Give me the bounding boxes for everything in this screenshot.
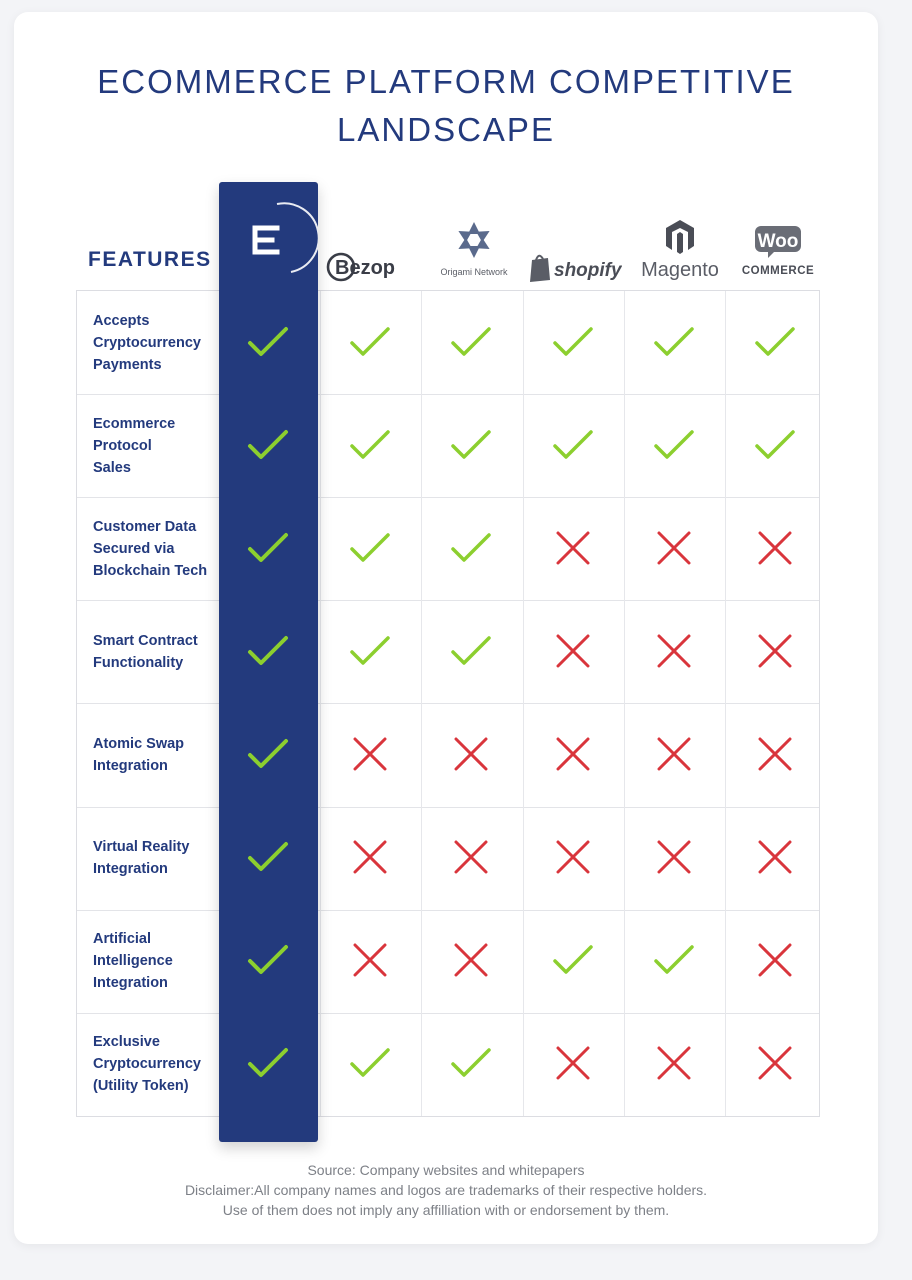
feature-label-line: Integration — [93, 861, 168, 877]
disclaimer-line-2: Use of them does not imply any affilliation with or endorsement by them. — [222, 1202, 670, 1218]
feature-label-line: Virtual Reality — [93, 839, 190, 855]
cross-icon — [551, 835, 595, 879]
check-icon — [246, 526, 290, 570]
feature-label-line: Protocol — [93, 438, 152, 454]
row-divider — [77, 703, 819, 704]
column-divider — [421, 291, 422, 1116]
check-icon — [246, 732, 290, 776]
origami-logo-text: Origami Network — [440, 267, 508, 277]
cross-icon — [551, 629, 595, 673]
feature-label-line: Ecommerce — [93, 416, 176, 432]
stacked-e-logo-icon — [219, 182, 318, 282]
shopify-logo — [528, 250, 622, 284]
feature-label — [93, 733, 213, 777]
cross-icon — [551, 526, 595, 570]
magento-hex-icon — [634, 216, 726, 284]
feature-label-line: Exclusive — [93, 1034, 160, 1050]
check-icon — [551, 423, 595, 467]
check-icon — [551, 938, 595, 982]
feature-label-line: Accepts — [93, 313, 150, 329]
feature-label — [93, 630, 213, 674]
cross-icon — [753, 938, 797, 982]
feature-label-line: Customer Data — [93, 519, 197, 535]
feature-label-line: Artificial — [93, 931, 152, 947]
cross-icon — [652, 629, 696, 673]
row-divider — [77, 1013, 819, 1014]
check-icon — [348, 526, 392, 570]
check-icon — [652, 423, 696, 467]
row-divider — [77, 600, 819, 601]
disclaimer-line-1: Disclaimer:All company names and logos are trademarks of their respective holders. — [184, 1182, 708, 1198]
cross-icon — [348, 732, 392, 776]
magento-logo-text: Magento — [641, 259, 719, 281]
check-icon — [753, 320, 797, 364]
bezop-logo-text: Bezop — [335, 257, 395, 279]
feature-label — [93, 413, 213, 479]
title-line-2: LANDSCAPE — [337, 111, 555, 148]
check-icon — [753, 423, 797, 467]
check-icon — [449, 1041, 493, 1085]
check-icon — [348, 1041, 392, 1085]
column-divider — [523, 291, 524, 1116]
cross-icon — [652, 1041, 696, 1085]
bezop-logo — [326, 250, 418, 284]
feature-label-line: (Utility Token) — [93, 1078, 189, 1094]
feature-label-line: Sales — [93, 460, 131, 476]
feature-label — [93, 836, 213, 880]
cross-icon — [551, 732, 595, 776]
cross-icon — [652, 526, 696, 570]
cross-icon — [753, 629, 797, 673]
feature-label-line: Payments — [93, 357, 162, 373]
woocommerce-logo — [738, 222, 818, 282]
check-icon — [246, 423, 290, 467]
feature-label-line: Integration — [93, 758, 168, 774]
cross-icon — [753, 732, 797, 776]
feature-label-line: Secured via — [93, 541, 175, 557]
column-divider — [624, 291, 625, 1116]
shopping-bag-icon — [528, 250, 622, 284]
magento-logo — [634, 216, 726, 284]
row-divider — [77, 807, 819, 808]
feature-label-line: Atomic Swap — [93, 736, 185, 752]
column-divider — [725, 291, 726, 1116]
feature-label-line: Blockchain Tech — [93, 563, 208, 579]
row-divider — [77, 497, 819, 498]
feature-label-line: Cryptocurrency — [93, 335, 201, 351]
cross-icon — [753, 526, 797, 570]
check-icon — [246, 629, 290, 673]
cross-icon — [753, 835, 797, 879]
footer — [14, 1160, 878, 1220]
feature-label — [93, 516, 213, 582]
cross-icon — [753, 1041, 797, 1085]
cross-icon — [449, 835, 493, 879]
feature-label-line: Smart Contract — [93, 633, 198, 649]
feature-label-line: Intelligence — [93, 953, 173, 969]
check-icon — [652, 320, 696, 364]
feature-label — [93, 310, 213, 376]
check-icon — [449, 526, 493, 570]
comparison-table — [76, 290, 820, 1117]
feature-label-line: Cryptocurrency — [93, 1056, 201, 1072]
feature-label — [93, 1031, 213, 1097]
feature-label-line: Functionality — [93, 655, 184, 671]
check-icon — [449, 320, 493, 364]
check-icon — [449, 423, 493, 467]
check-icon — [246, 320, 290, 364]
row-divider — [77, 394, 819, 395]
cross-icon — [551, 1041, 595, 1085]
origami-network-logo — [436, 218, 512, 282]
cross-icon — [449, 732, 493, 776]
page-title — [14, 58, 878, 154]
check-icon — [348, 423, 392, 467]
features-label: FEATURES — [88, 248, 212, 271]
commerce-logo-text: COMMERCE — [741, 265, 815, 277]
check-icon — [348, 320, 392, 364]
woo-logo-text: Woo — [757, 231, 799, 252]
origami-star-icon — [436, 218, 512, 282]
check-icon — [449, 629, 493, 673]
check-icon — [652, 938, 696, 982]
check-icon — [246, 938, 290, 982]
check-icon — [246, 1041, 290, 1085]
row-divider — [77, 910, 819, 911]
cross-icon — [348, 938, 392, 982]
cross-icon — [652, 835, 696, 879]
check-icon — [348, 629, 392, 673]
source-note: Source: Company websites and whitepapers — [307, 1162, 585, 1178]
shopify-logo-text: shopify — [554, 260, 622, 281]
check-icon — [551, 320, 595, 364]
cross-icon — [652, 732, 696, 776]
cross-icon — [449, 938, 493, 982]
cross-icon — [348, 835, 392, 879]
bezop-logo-icon — [326, 250, 418, 284]
check-icon — [246, 835, 290, 879]
title-line-1: ECOMMERCE PLATFORM COMPETITIVE — [97, 63, 795, 100]
column-divider — [320, 291, 321, 1116]
woo-bubble-icon — [738, 222, 818, 282]
feature-label-line: Integration — [93, 975, 168, 991]
feature-label — [93, 928, 213, 994]
